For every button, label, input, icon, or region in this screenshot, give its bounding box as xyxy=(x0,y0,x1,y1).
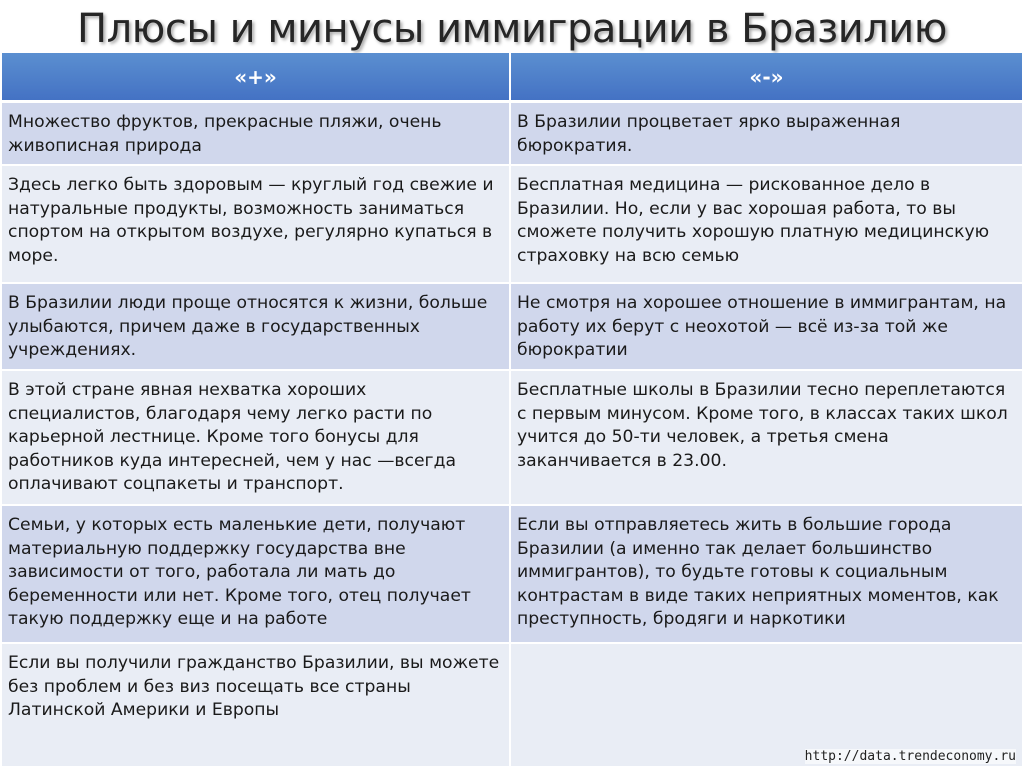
plus-cell: В Бразилии люди проще относятся к жизни, больше улыбаются, причем даже в государственных учреждениях. xyxy=(2,283,510,370)
plus-cell: Если вы получили гражданство Бразилии, вы можете без проблем и без виз посещать все страны Латинской Америки и Европы xyxy=(2,643,510,767)
table-row xyxy=(2,370,1022,505)
plus-cell: В этой стране явная нехватка хороших специалистов, благодаря чему легко расти по карьерной лестнице. Кроме того бонусы для работников куда интересней, чем у нас —всегда оплачивают соцпакеты и транспорт. xyxy=(2,370,510,505)
plus-cell: Множество фруктов, прекрасные пляжи, очень живописная природа xyxy=(2,102,510,166)
pros-cons-table xyxy=(2,53,1022,768)
source-link[interactable]: http://data.trendeconomy.ru xyxy=(804,749,1016,764)
header-plus: «+» xyxy=(2,53,510,102)
page-title: Плюсы и минусы иммиграции в Бразилию xyxy=(77,6,947,52)
table-row xyxy=(2,505,1022,643)
table-row xyxy=(2,102,1022,166)
minus-cell: Бесплатная медицина — рискованное дело в Бразилии. Но, если у вас хорошая работа, то вы сможете получить хорошую платную медицинскую страховку на всю семью xyxy=(510,165,1022,283)
plus-cell: Семьи, у которых есть маленькие дети, получают материальную поддержку государства вне зависимости от того, работала ли мать до беременности или нет. Кроме того, отец получает такую поддержку еще и на работе xyxy=(2,505,510,643)
minus-cell: Если вы отправляетесь жить в большие города Бразилии (а именно так делает большинство иммигрантов), то будьте готовы к социальным контрастам в виде таких неприятных моментов, как преступность, бродяги и наркотики xyxy=(510,505,1022,643)
header-minus: «-» xyxy=(510,53,1022,102)
plus-cell: Здесь легко быть здоровым — круглый год свежие и натуральные продукты, возможность заниматься спортом на открытом воздухе, регулярно купаться в море. xyxy=(2,165,510,283)
table-header-row xyxy=(2,53,1022,102)
table-row xyxy=(2,283,1022,370)
minus-cell: Бесплатные школы в Бразилии тесно переплетаются с первым минусом. Кроме того, в классах таких школ учится до 50-ти человек, а третья смена заканчивается в 23.00. xyxy=(510,370,1022,505)
minus-cell: Не смотря на хорошее отношение в иммигрантам, на работу их берут с неохотой — всё из-за той же бюрократии xyxy=(510,283,1022,370)
minus-cell: В Бразилии процветает ярко выраженная бюрократия. xyxy=(510,102,1022,166)
table-row xyxy=(2,165,1022,283)
